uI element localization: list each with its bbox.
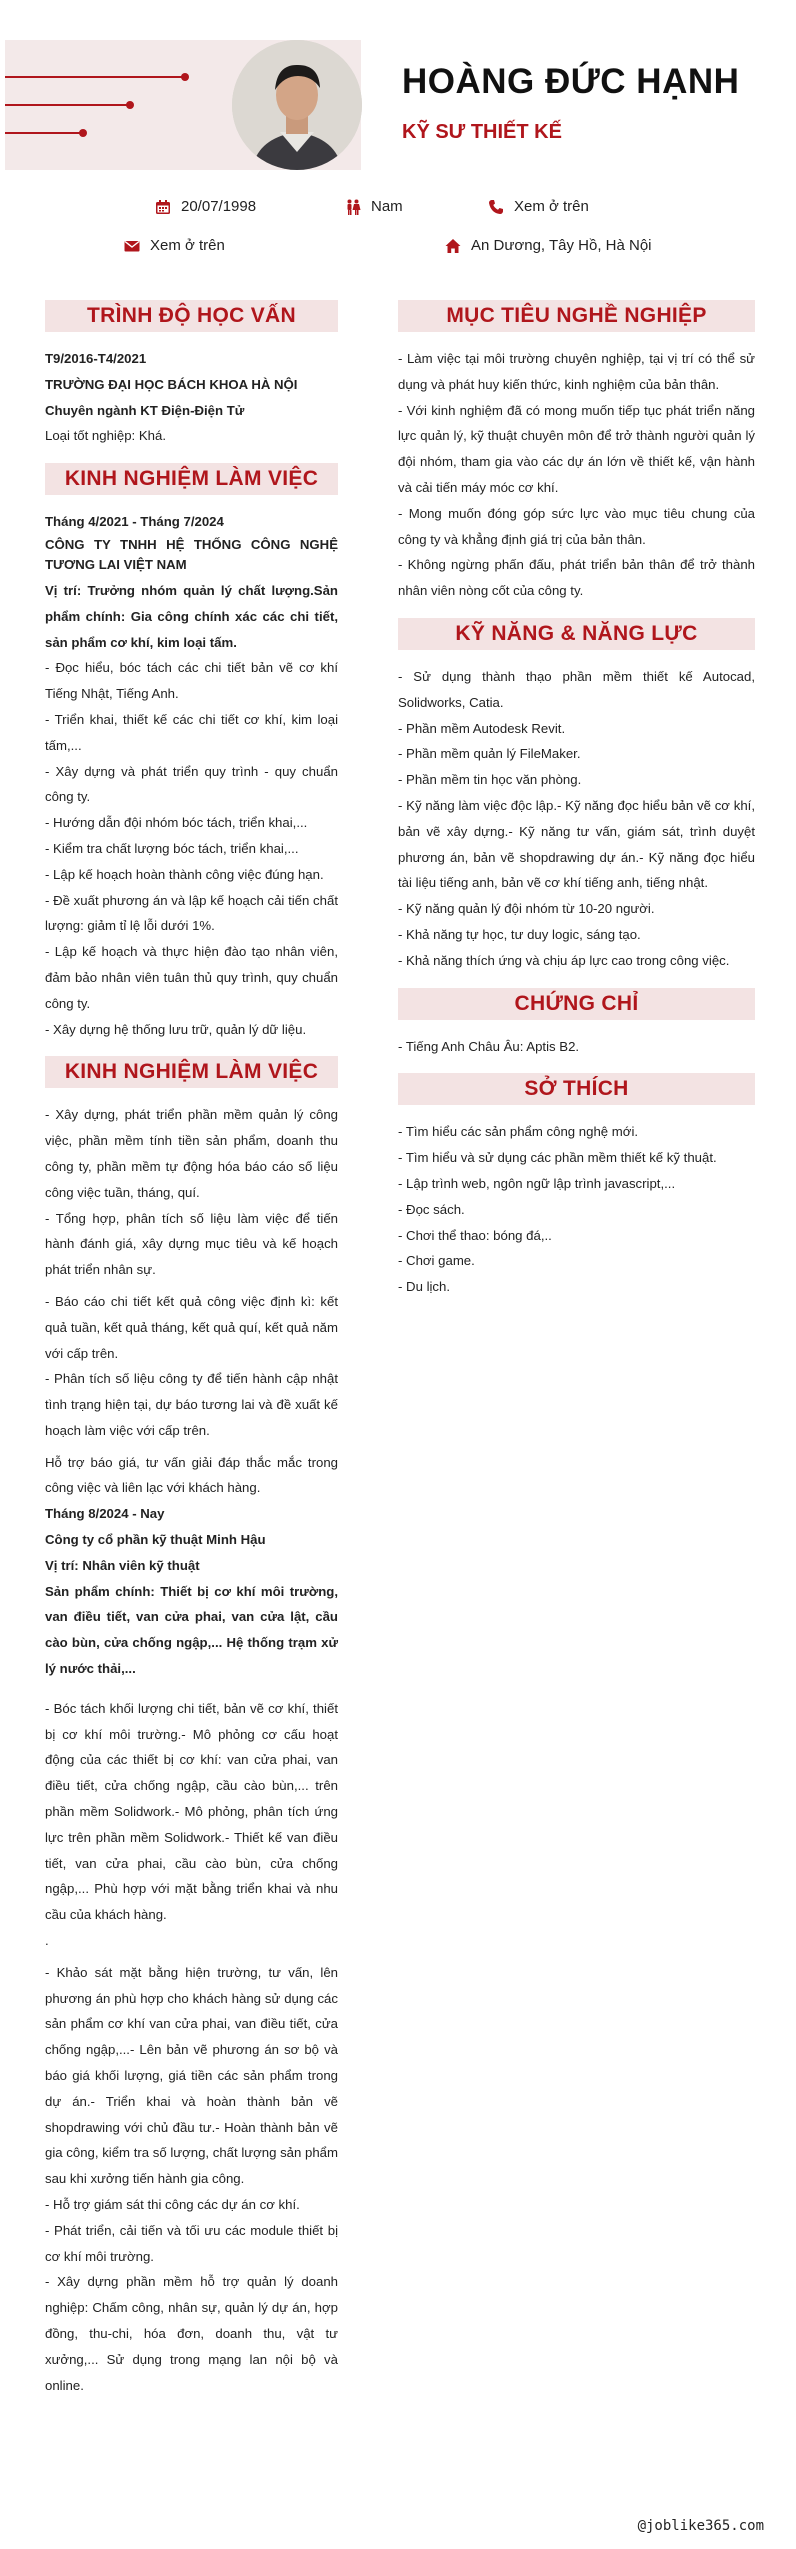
experience1-item: - Xây dựng và phát triển quy trình - quy chuẩn công ty.	[45, 763, 338, 805]
experience1-item: - Đề xuất phương án và lập kế hoạch cải tiến chất lượng: giảm tỉ lệ lỗi dưới 1%.	[45, 892, 338, 934]
skills-list	[398, 664, 755, 974]
experience1-item: - Hướng dẫn đội nhóm bóc tách, triển khai,...	[45, 815, 308, 831]
experience2-item: - Tổng hợp, phân tích số liệu làm việc để tiến hành đánh giá, xây dựng mục tiêu và kế hoạch phát triển nhân sự.	[45, 1210, 338, 1278]
experience2-block1	[45, 1102, 338, 1283]
objective-item: - Làm việc tại môi trường chuyên nghiệp, tại vị trí có thể sử dụng và phát huy kiến thức, kinh nghiệm của bản thân.	[398, 351, 755, 392]
skill-item: - Sử dụng thành thạo phần mềm thiết kế Autocad, Solidworks, Catia.	[398, 668, 755, 710]
certificates-list	[398, 1034, 755, 1060]
phone-value: Xem ở trên	[514, 198, 589, 215]
address-value: An Dương, Tây Hồ, Hà Nội	[471, 237, 652, 254]
skill-item: - Phần mềm tin học văn phòng.	[398, 772, 582, 788]
hobbies-list	[398, 1119, 755, 1300]
experience2-block4: - Khảo sát mặt bằng hiện trường, tư vấn, lên phương án phù hợp cho khách hàng sử dụng các sản phẩm cơ khí van cửa phai, van điều tiết, cửa chống ngập,...- Lên bản vẽ phương án sơ bộ và báo giá khối lượng, giá tiền các sản phẩm trong dự án.- Triển khai và hoàn thành bản vẽ shopdrawing với chủ đầu tư.- Hoàn thành bản vẽ gia công, kiểm tra số lượng, chất lượng sản phẩm sau khi xưởng tiến hành gia công.	[45, 1964, 338, 2187]
experience1-company: CÔNG TY TNHH HỆ THỐNG CÔNG NGHỆ TƯƠNG LAI VIỆT NAM	[45, 536, 338, 572]
avatar	[232, 40, 362, 170]
experience2-dot: .	[45, 1933, 49, 1949]
hobby-item: - Chơi game.	[398, 1253, 475, 1269]
birthdate-info	[155, 198, 256, 215]
experience1-position: Vị trí: Trưởng nhóm quản lý chất lượng.Sản phẩm chính: Gia công chính xác các chi tiết, sản phẩm cơ khí, kim loại tấm.	[45, 582, 338, 650]
objective-heading: MỤC TIÊU NGHỀ NGHIỆP	[398, 300, 755, 332]
experience2-heading: KINH NGHIỆM LÀM VIỆC	[45, 1056, 338, 1088]
experience2-block2	[45, 1289, 338, 1444]
decor-line	[5, 132, 83, 134]
experience2-period: Tháng 8/2024 - Nay	[45, 1506, 165, 1522]
address-info	[445, 237, 652, 254]
objective-list	[398, 346, 755, 604]
calendar-icon	[155, 199, 171, 215]
skill-item: - Kỹ năng quản lý đội nhóm từ 10-20 người.	[398, 901, 655, 917]
experience2-block3: - Bóc tách khối lượng chi tiết, bản vẽ cơ khí, thiết bị cơ khí môi trường.- Mô phỏng cơ cấu hoạt động của các thiết bị cơ khí: van cửa phai, van điều tiết, cửa chống ngập, cầu cào bùn,... trên phần mềm Solidwork.- Mô phỏng, phân tích ứng lực trên phần mềm Solidwork.- Thiết kế van điều tiết, van cửa phai, cầu cào bùn, cửa chống ngập,... Phù hợp với mặt bằng triển khai và nhu cầu của khách hàng.	[45, 1700, 338, 1923]
experience2-support: Hỗ trợ báo giá, tư vấn giải đáp thắc mắc trong công việc và liên lạc với khách hàng.	[45, 1454, 338, 1496]
experience1-section	[45, 509, 338, 1042]
skill-item: - Phần mềm quản lý FileMaker.	[398, 746, 581, 762]
gender-value: Nam	[371, 198, 403, 215]
candidate-name: HOÀNG ĐỨC HẠNH	[402, 62, 740, 101]
experience1-period: Tháng 4/2021 - Tháng 7/2024	[45, 514, 224, 530]
experience2-item: - Hỗ trợ giám sát thi công các dự án cơ khí.	[45, 2197, 300, 2212]
candidate-title: KỸ SƯ THIẾT KẾ	[402, 121, 562, 143]
experience1-list	[45, 655, 338, 1042]
experience2-list	[45, 2192, 338, 2398]
hobby-item: - Đọc sách.	[398, 1201, 465, 1217]
hobby-item: - Chơi thể thao: bóng đá,..	[398, 1227, 552, 1243]
gender-info	[345, 198, 403, 215]
email-icon	[124, 238, 140, 254]
footer-watermark: @joblike365.com	[637, 2518, 764, 2534]
objective-item: - Với kinh nghiệm đã có mong muốn tiếp tục phát triển năng lực quản lý, kỹ thuật chuyên môn để trở thành người quản lý đội nhóm, tham gia vào các dự án lớn về thiết kế, vận hành và cải tiến máy móc cơ khí.	[398, 402, 755, 495]
experience2-company: Công ty cổ phần kỹ thuật Minh Hậu	[45, 1532, 266, 1548]
gender-icon	[345, 199, 361, 215]
experience1-heading: KINH NGHIỆM LÀM VIỆC	[45, 463, 338, 495]
experience2-item: - Xây dựng, phát triển phần mềm quản lý công việc, phần mềm tính tiền sản phẩm, doanh thu công ty, phần mềm tự động hóa báo cáo số liệu công việc tuần, tháng, quí.	[45, 1107, 338, 1200]
hobby-item: - Tìm hiểu các sản phẩm công nghệ mới.	[398, 1124, 639, 1140]
email-info	[124, 237, 225, 254]
skill-item: - Kỹ năng làm việc độc lập.- Kỹ năng đọc hiểu bản vẽ cơ khí, bản vẽ xây dựng.- Kỹ năng tư vấn, giám sát, trình duyệt phương án, bản vẽ shopdrawing dự án.- Kỹ năng đọc hiểu tài liệu tiếng anh, bản vẽ cơ khí tiếng anh, tiếng nhật.	[398, 797, 755, 891]
left-column	[45, 300, 338, 2398]
experience2-position: Vị trí: Nhân viên kỹ thuật	[45, 1557, 200, 1573]
certificates-heading: CHỨNG CHỈ	[398, 988, 755, 1020]
objective-item: - Không ngừng phấn đấu, phát triển bản thân để trở thành nhân viên nòng cốt của công ty.	[398, 557, 755, 599]
education-period: T9/2016-T4/2021	[45, 351, 147, 366]
education-section	[45, 346, 338, 449]
skill-item: - Khả năng thích ứng và chịu áp lực cao trong công việc.	[398, 952, 730, 968]
education-school: TRƯỜNG ĐẠI HỌC BÁCH KHOA HÀ NỘI	[45, 376, 298, 392]
experience1-item: - Xây dựng hệ thống lưu trữ, quản lý dữ liệu.	[45, 1021, 307, 1037]
objective-item: - Mong muốn đóng góp sức lực vào mục tiêu chung của công ty và khẳng định giá trị của bản thân.	[398, 505, 755, 547]
certificate-item: - Tiếng Anh Châu Âu: Aptis B2.	[398, 1038, 580, 1054]
hobby-item: - Tìm hiểu và sử dụng các phần mềm thiết kế kỹ thuật.	[398, 1150, 717, 1166]
birthdate-value: 20/07/1998	[181, 198, 257, 215]
email-value: Xem ở trên	[150, 237, 225, 254]
right-column	[398, 300, 755, 1300]
decor-line	[5, 76, 185, 78]
experience2-item: - Phân tích số liệu công ty để tiến hành cập nhật tình trạng hiện tại, dự báo tương lai và đề xuất kế hoạch làm việc với cấp trên.	[45, 1371, 338, 1438]
experience2-item: - Báo cáo chi tiết kết quả công việc định kì: kết quả tuần, kết quả tháng, kết quả quí, kết quả năm với cấp trên.	[45, 1293, 338, 1361]
skills-heading: KỸ NĂNG & NĂNG LỰC	[398, 618, 755, 650]
experience2-item: - Xây dựng phần mềm hỗ trợ quản lý doanh nghiệp: Chấm công, nhân sự, quản lý dự án, hợp đồng, thu-chi, hóa đơn, doanh thu, vật tư xưởng,... Sử dụng trong mạng lan nội bộ và online.	[45, 2274, 338, 2393]
experience1-item: - Đọc hiểu, bóc tách các chi tiết bản vẽ cơ khí Tiếng Nhật, Tiếng Anh.	[45, 660, 338, 702]
education-heading: TRÌNH ĐỘ HỌC VẤN	[45, 300, 338, 332]
experience2-item: - Phát triển, cải tiến và tối ưu các module thiết bị cơ khí môi trường.	[45, 2222, 338, 2264]
experience2-products: Sản phẩm chính: Thiết bị cơ khí môi trường, van điều tiết, van cửa phai, van cửa lật, cầu cào bùn, cửa chống ngập,... Hệ thống trạm xử lý nước thải,...	[45, 1583, 338, 1677]
experience1-item: - Kiểm tra chất lượng bóc tách, triển khai,...	[45, 840, 299, 856]
decor-line	[5, 104, 130, 106]
education-grade: Loại tốt nghiệp: Khá.	[45, 428, 166, 444]
skill-item: - Phần mềm Autodesk Revit.	[398, 720, 566, 736]
phone-icon	[488, 199, 504, 215]
hobbies-heading: SỞ THÍCH	[398, 1073, 755, 1105]
experience1-item: - Lập kế hoạch và thực hiện đào tạo nhân viên, đảm bảo nhân viên tuân thủ quy trình, quy chuẩn công ty.	[45, 944, 338, 1011]
phone-info	[488, 198, 589, 215]
home-icon	[445, 238, 461, 254]
experience1-item: - Triển khai, thiết kế các chi tiết cơ khí, kim loại tấm,...	[45, 711, 338, 753]
education-major: Chuyên ngành KT Điện-Điện Tử	[45, 402, 245, 418]
experience2-section	[45, 1102, 338, 2398]
skill-item: - Khả năng tự học, tư duy logic, sáng tạo.	[398, 926, 641, 942]
hobby-item: - Lập trình web, ngôn ngữ lập trình javascript,...	[398, 1175, 676, 1191]
experience1-item: - Lập kế hoạch hoàn thành công việc đúng hạn.	[45, 866, 324, 882]
hobby-item: - Du lịch.	[398, 1279, 451, 1295]
